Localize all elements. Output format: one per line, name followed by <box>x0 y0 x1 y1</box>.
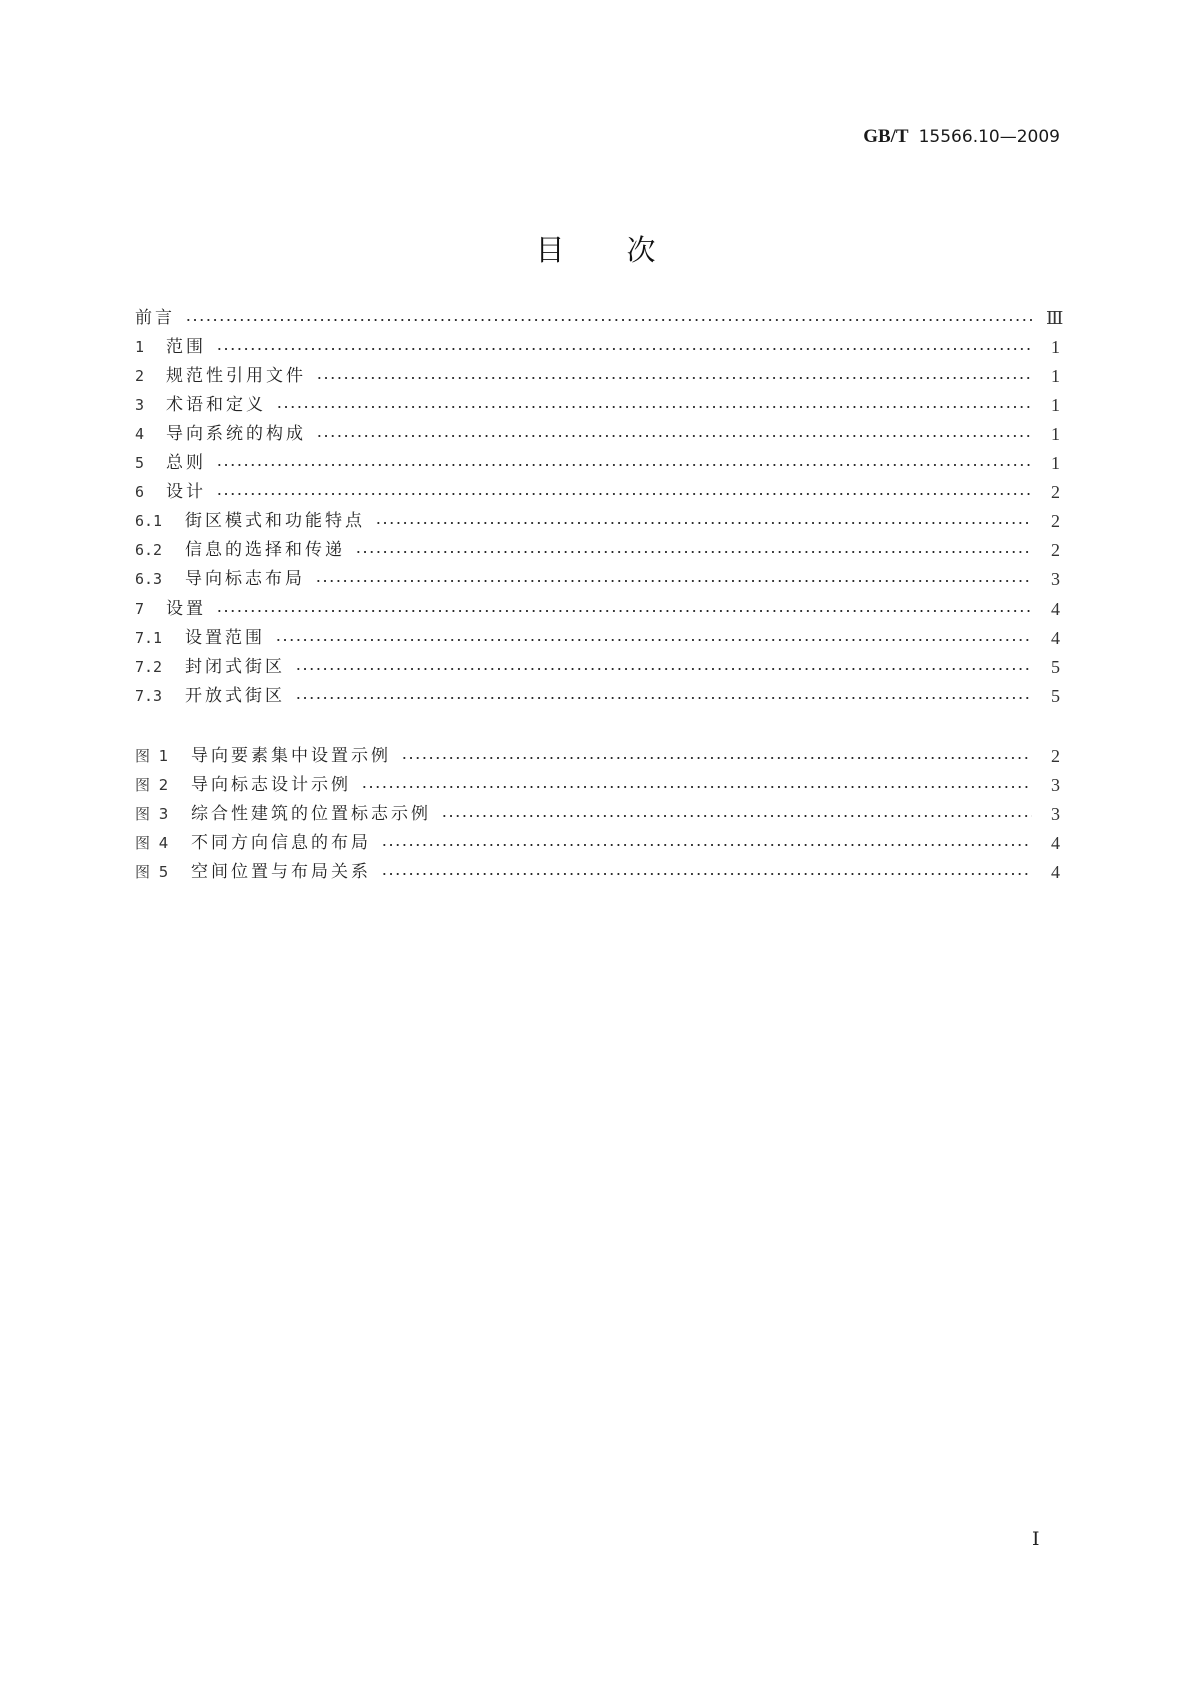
toc-entry-page: 1 <box>1051 366 1060 386</box>
toc-entry-number: 2 <box>135 367 145 385</box>
toc-figure-entry[interactable] <box>135 773 1060 797</box>
toc-entry-page: 3 <box>1051 569 1060 589</box>
toc-entry-label: 设置 <box>166 599 206 619</box>
standard-number: 15566.10—2009 <box>918 127 1060 147</box>
figure-page: 4 <box>1051 833 1060 853</box>
toc-entry-page: 2 <box>1051 482 1060 502</box>
toc-entry-number: 7.1 <box>135 629 163 647</box>
dot-leader <box>316 376 1032 380</box>
dot-leader <box>216 347 1032 351</box>
toc-entry-number: 6.1 <box>135 512 163 530</box>
toc-entry-label: 信息的选择和传递 <box>185 540 345 560</box>
dot-leader <box>441 814 1032 818</box>
figure-label: 不同方向信息的布局 <box>191 833 371 853</box>
figure-number: 图 4 <box>135 834 171 852</box>
toc-entry-label: 导向系统的构成 <box>166 424 306 444</box>
toc-entry-number: 7.2 <box>135 658 163 676</box>
toc-entry[interactable] <box>135 538 1060 562</box>
toc-entry-label: 总则 <box>166 453 206 473</box>
toc-entry[interactable] <box>135 597 1060 621</box>
toc-entry-label: 导向标志布局 <box>185 569 305 589</box>
toc-entry-label: 规范性引用文件 <box>166 366 306 386</box>
toc-entry-label: 设计 <box>166 482 206 502</box>
dot-leader <box>381 872 1032 876</box>
dot-leader <box>315 579 1032 583</box>
dot-leader <box>295 696 1032 700</box>
toc-entry-page: 1 <box>1051 453 1060 473</box>
toc-entry-page: 1 <box>1051 337 1060 357</box>
dot-leader <box>216 492 1032 496</box>
toc-entry-number: 7 <box>135 600 145 618</box>
dot-leader <box>216 463 1032 467</box>
toc-entry-number: 1 <box>135 338 145 356</box>
toc-entry[interactable] <box>135 335 1060 359</box>
figure-page: 2 <box>1051 746 1060 766</box>
toc-figure-entry[interactable] <box>135 860 1060 884</box>
figure-label: 综合性建筑的位置标志示例 <box>191 804 431 824</box>
toc-entry-page: 4 <box>1051 599 1060 619</box>
toc-entry[interactable] <box>135 509 1060 533</box>
figure-page: 3 <box>1051 804 1060 824</box>
toc-figure-entry[interactable] <box>135 802 1060 826</box>
figure-page: 4 <box>1051 862 1060 882</box>
toc-entry-page: 1 <box>1051 395 1060 415</box>
dot-leader <box>295 667 1032 671</box>
toc-figure-entry[interactable] <box>135 744 1060 768</box>
toc-entry[interactable] <box>135 451 1060 475</box>
toc-entry-number: 5 <box>135 454 145 472</box>
toc-entry-page: 4 <box>1051 628 1060 648</box>
standard-prefix: GB/T <box>863 126 909 147</box>
toc-entry-label: 术语和定义 <box>166 395 266 415</box>
figure-number: 图 1 <box>135 747 171 765</box>
dot-leader <box>361 785 1032 789</box>
toc-entry-page: 5 <box>1051 657 1060 677</box>
dot-leader <box>276 405 1032 409</box>
figure-label: 导向要素集中设置示例 <box>191 746 391 766</box>
toc-entry-foreword[interactable] <box>135 306 1064 330</box>
page-title: 目次 <box>535 233 718 267</box>
dot-leader <box>275 638 1032 642</box>
toc-entry[interactable] <box>135 364 1060 388</box>
toc-entry-label: 封闭式街区 <box>185 657 285 677</box>
toc-entry-page: 1 <box>1051 424 1060 444</box>
toc-entry[interactable] <box>135 422 1060 446</box>
toc-entry-label: 开放式街区 <box>185 686 285 706</box>
toc-entry-label: 街区模式和功能特点 <box>185 511 365 531</box>
figure-page: 3 <box>1051 775 1060 795</box>
dot-leader <box>375 521 1032 525</box>
toc-entry-page: Ⅲ <box>1046 308 1064 328</box>
toc-entry[interactable] <box>135 567 1060 591</box>
dot-leader <box>401 756 1032 760</box>
toc-entry-number: 6.3 <box>135 570 163 588</box>
toc-entry[interactable] <box>135 655 1060 679</box>
toc-entry[interactable] <box>135 480 1060 504</box>
toc-entry[interactable] <box>135 626 1060 650</box>
figure-number: 图 2 <box>135 776 171 794</box>
toc-entry-label: 设置范围 <box>185 628 265 648</box>
dot-leader <box>355 550 1032 554</box>
toc-entry-page: 2 <box>1051 540 1060 560</box>
standard-code <box>863 126 1060 148</box>
toc-entry-number: 6.2 <box>135 541 163 559</box>
toc-entry[interactable] <box>135 684 1060 708</box>
toc-entry-number: 6 <box>135 483 145 501</box>
page-folio: Ⅰ <box>1032 1529 1040 1550</box>
toc-entry-number: 4 <box>135 425 145 443</box>
dot-leader <box>316 434 1032 438</box>
figure-number: 图 3 <box>135 805 171 823</box>
figure-label: 导向标志设计示例 <box>191 775 351 795</box>
toc-entry-page: 2 <box>1051 511 1060 531</box>
toc-entry-number: 3 <box>135 396 145 414</box>
figure-label: 空间位置与布局关系 <box>191 862 371 882</box>
dot-leader <box>216 609 1032 613</box>
toc-entry-number: 7.3 <box>135 687 163 705</box>
dot-leader <box>185 318 1032 322</box>
toc-entry[interactable] <box>135 393 1060 417</box>
toc-entry-label: 前言 <box>135 308 175 328</box>
dot-leader <box>381 843 1032 847</box>
toc-figure-entry[interactable] <box>135 831 1060 855</box>
toc-entry-page: 5 <box>1051 686 1060 706</box>
toc-entry-label: 范围 <box>166 337 206 357</box>
figure-number: 图 5 <box>135 863 171 881</box>
